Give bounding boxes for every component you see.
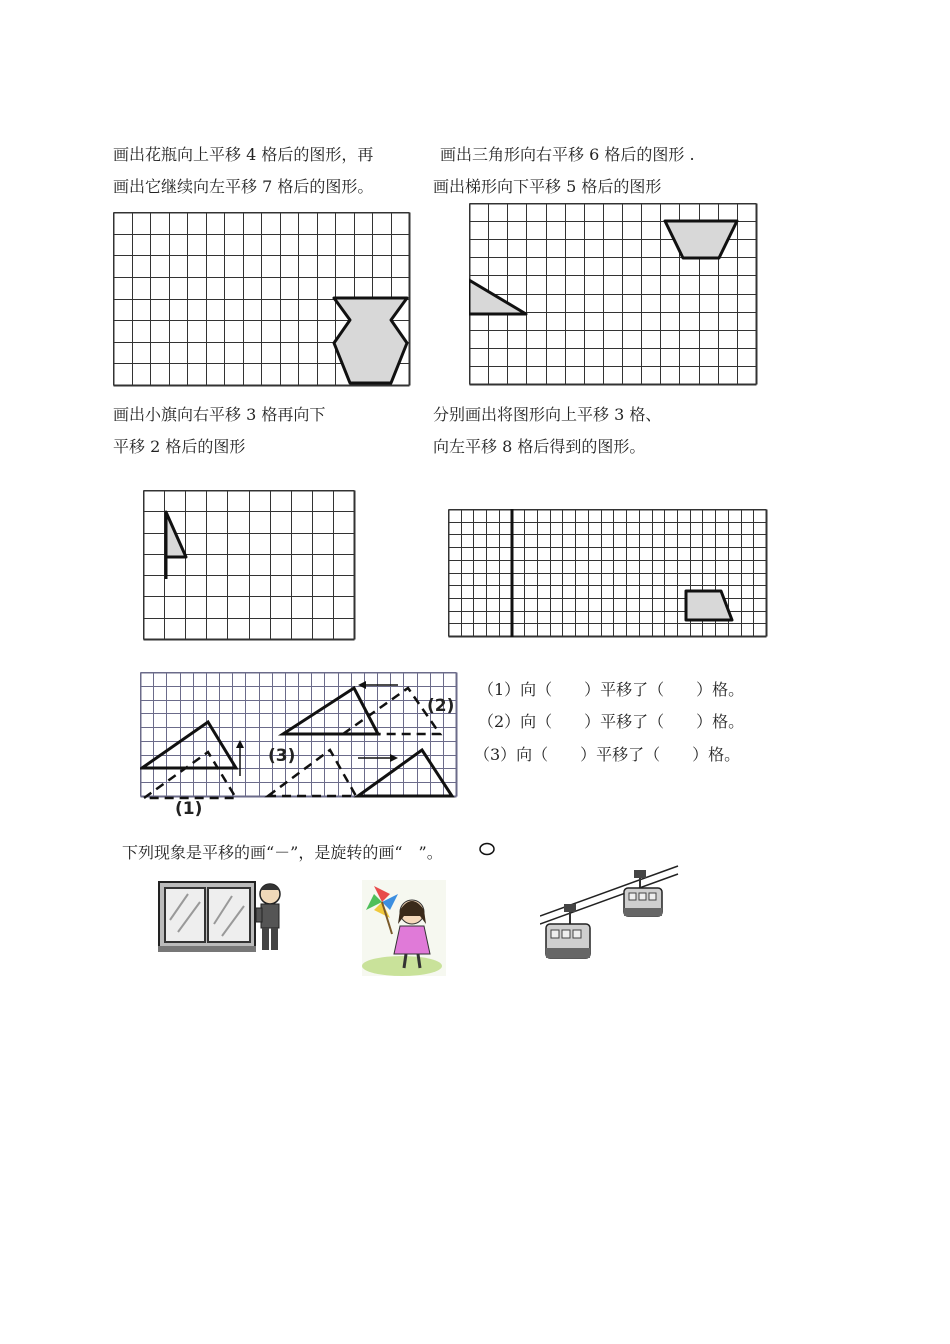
q3-line2: 平移 2 格后的图形 xyxy=(113,437,246,456)
q1-line1: 画出花瓶向上平移 4 格后的图形，再 xyxy=(113,145,374,164)
vase-grid xyxy=(113,212,411,388)
answer-line-1[interactable]: （1）向（ ）平移了（ ）格。 xyxy=(478,680,745,699)
flag-grid xyxy=(143,490,357,642)
cable-car-picture xyxy=(540,862,680,966)
q2-line1: 画出三角形向右平移 6 格后的图形 . xyxy=(440,145,695,164)
q1-line2: 画出它继续向左平移 7 格后的图形。 xyxy=(113,177,374,196)
q4-line1: 分别画出将图形向上平移 3 格、 xyxy=(433,405,662,424)
quadrilateral-shape xyxy=(686,591,732,620)
window-picture xyxy=(158,880,290,954)
triangle-1-dashed xyxy=(144,752,236,798)
trapezoid-shape xyxy=(665,221,737,258)
q3-line1: 画出小旗向右平移 3 格再向下 xyxy=(113,405,326,424)
triangle-1-solid xyxy=(142,722,236,768)
circle-symbol xyxy=(478,842,496,856)
vase-shape xyxy=(334,298,407,383)
label-2: (2) xyxy=(427,696,455,716)
triangle-shape xyxy=(469,280,526,314)
label-3: (3) xyxy=(268,746,296,766)
answer-line-2[interactable]: （2）向（ ）平移了（ ）格。 xyxy=(478,712,745,731)
pinwheel-picture xyxy=(362,880,446,976)
q6-prompt: 下列现象是平移的画“－”，是旋转的画“ ”。 xyxy=(122,843,443,862)
triangle-trapezoid-grid xyxy=(469,203,759,387)
q2-line2: 画出梯形向下平移 5 格后的图形 xyxy=(433,177,662,196)
triangle-3-solid xyxy=(358,750,452,796)
q4-line2: 向左平移 8 格后得到的图形。 xyxy=(433,437,646,456)
quadrilateral-grid xyxy=(448,509,768,639)
label-1: (1) xyxy=(175,799,203,819)
answer-line-3[interactable]: （3）向（ ）平移了（ ）格。 xyxy=(474,745,741,764)
flag-shape xyxy=(166,512,186,557)
